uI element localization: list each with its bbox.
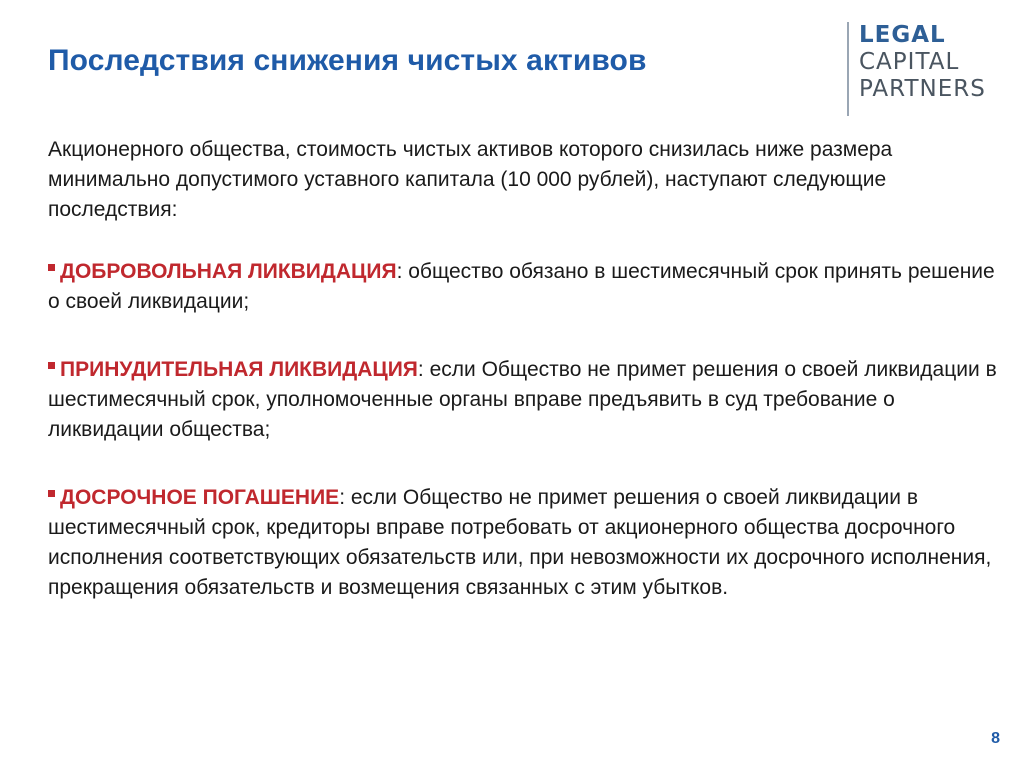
- consequence-item-forced-liquidation: [48, 355, 998, 445]
- intro-paragraph: Акционерного общества, стоимость чистых активов которого снизилась ниже размера минимально допустимого уставного капитала (10 000 рублей), наступают следующие последствия:: [48, 138, 893, 221]
- consequence-text: : общество обязано в шестимесячный срок принять решение о своей ликвидации;: [48, 260, 995, 313]
- consequence-text: : если Общество не примет решения о своей ликвидации в шестимесячный срок, кредиторы вправе потребовать от акционерного общества досрочного исполнения соответствующих обязательств или, при невозможности их досрочного исполнения, прекращения обязательств и возмещения связанных с этим убытков.: [48, 486, 992, 599]
- consequence-item-early-repayment: [48, 483, 998, 603]
- consequence-term: ПРИНУДИТЕЛЬНАЯ ЛИКВИДАЦИЯ: [60, 358, 418, 381]
- logo-text-capital: CAPITAL: [859, 49, 960, 75]
- logo-text-partners: PARTNERS: [859, 76, 986, 102]
- slide-title: Последствия снижения чистых активов: [48, 44, 647, 77]
- consequence-term: ДОСРОЧНОЕ ПОГАШЕНИЕ: [60, 486, 340, 509]
- square-bullet-icon: [48, 264, 55, 271]
- legal-capital-partners-logo: [847, 22, 986, 116]
- consequence-text: : если Общество не примет решения о своей ликвидации в шестимесячный срок, уполномоченные органы вправе предъявить в суд требование о ликвидации общества;: [48, 358, 997, 441]
- logo-text-legal: LEGAL: [859, 22, 946, 48]
- page-number: 8: [991, 730, 1000, 747]
- slide-body: [48, 135, 998, 603]
- consequence-term: ДОБРОВОЛЬНАЯ ЛИКВИДАЦИЯ: [60, 260, 397, 283]
- consequence-item-voluntary-liquidation: [48, 257, 998, 317]
- square-bullet-icon: [48, 362, 55, 369]
- square-bullet-icon: [48, 490, 55, 497]
